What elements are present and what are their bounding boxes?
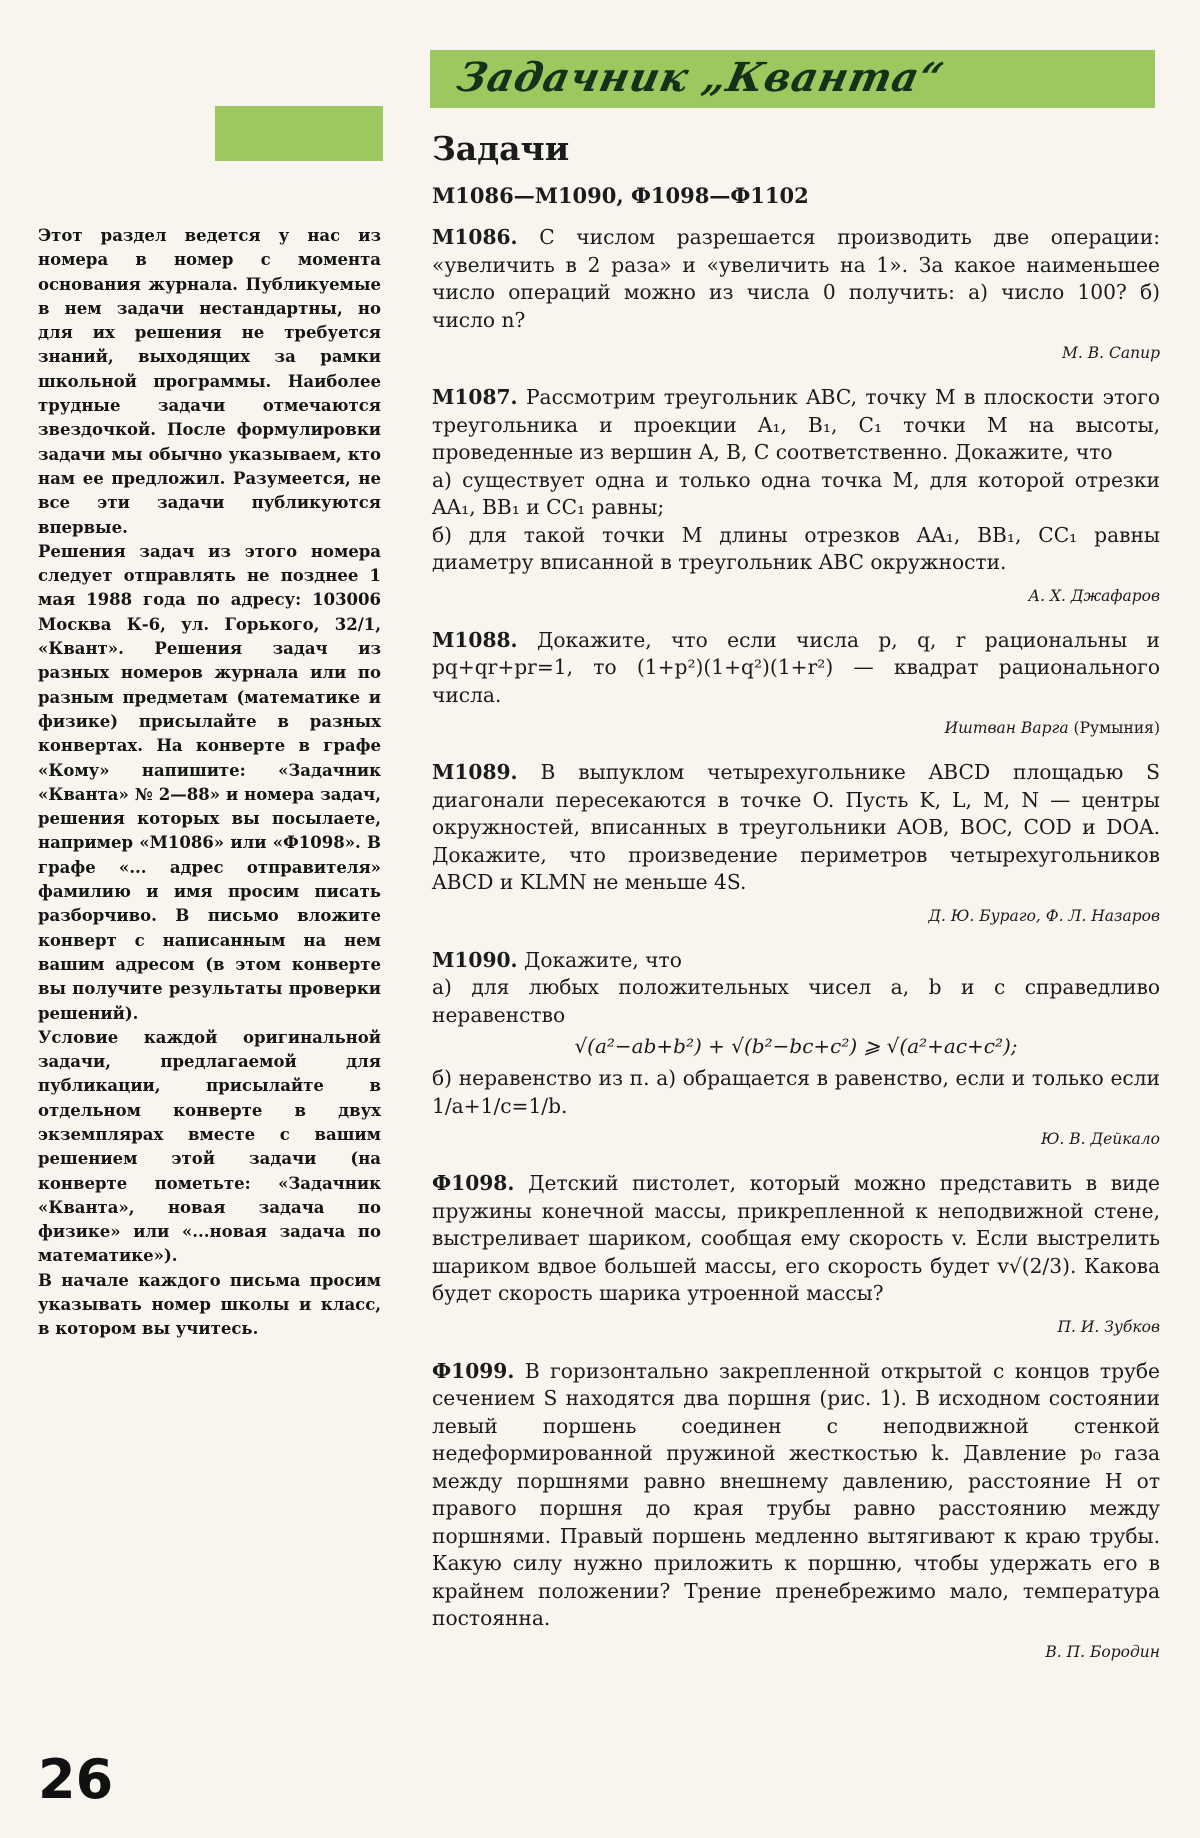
sidebar-paragraph: Решения задач из этого номера следует отправлять не позднее 1 мая 1988 года по адресу: 103006 Москва К-6, ул. Горького, 32/1, «Квант». Решения задач из разных номеров журнала или по разным предметам (математике и физике) присылайте в разных конвертах. На конверте в графе «Кому» напишите: «Задачник «Кванта» № 2—88» и номера задач, решения которых вы посылаете, например «М1086» или «Ф1098». В графе «... адрес отправителя» фамилию и имя просим писать разборчиво. В письмо вложите конверт с написанным на нем вашим адресом (в этом конверте вы получите результаты проверки решений). [38,541,381,1023]
problem-text: В выпуклом четырехугольнике ABCD площадью S диагонали пересекаются в точке O. Пусть K, L, M, N — центры окружностей, вписанных в треугольники AOB, BOC, COD и DOA. Докажите, что произведение периметров четырехугольников ABCD и KLMN не меньше 4S. [432,760,1160,894]
problem-number: М1090. [432,947,518,972]
problem-text: В горизонтально закрепленной открытой с концов трубе сечением S находятся два поршня (рис. 1). В исходном состоянии левый поршень соединен с неподвижной стенкой недеформированной пружиной жесткостью k. Давление p₀ газа между поршнями равно внешнему давлению, расстояние H от правого поршня до края трубы равно расстоянию между поршнями. Правый поршень медленно вытягивают к краю трубы. Какую силу нужно приложить к поршню, чтобы удержать его в крайнем положении? Трение пренебрежимо мало, температура постоянна. [432,1358,1161,1630]
problem-author: П. И. Зубков [1057,1317,1160,1336]
problem-text: а) существует одна и только одна точка M, для которой отрезки AA₁, BB₁ и CC₁ равны; [432,467,1160,519]
problem-author: В. П. Бородин [1045,1642,1160,1661]
banner-title: Задачник „Кванта“ [453,54,949,101]
problem-number: Ф1099. [432,1358,515,1383]
sidebar-paragraph: Условие каждой оригинальной задачи, предлагаемой для публикации, присылайте в отдельном конверте в двух экземплярах вместе с вашим решением этой задачи (на конверте пометьте: «Задачник «Кванта», новая задача по физике» или «...новая задача по математике»). [38,1027,381,1266]
problem-author: Д. Ю. Бураго, Ф. Л. Назаров [928,906,1160,925]
problem-f1099 [432,1358,1160,1663]
problem-number: М1088. [432,627,518,652]
problem-m1086 [432,224,1160,364]
problem-m1089 [432,759,1160,927]
problem-number: М1086. [432,225,518,249]
problem-number: М1089. [432,760,518,784]
problem-m1087 [432,384,1160,607]
sidebar-paragraph: В начале каждого письма просим указывать номер школы и класс, в котором вы учитесь. [38,1270,381,1339]
problem-text: Докажите, что [523,947,682,972]
problem-number: М1087. [432,385,518,409]
problem-text: Рассмотрим треугольник ABC, точку M в плоскости этого треугольника и проекции A₁, B₁, C₁ точки M на высоты, проведенные из вершин A, B, C соответственно. Докажите, что [432,385,1160,464]
problem-text: Докажите, что если числа p, q, r рациональны и pq+qr+pr=1, то (1+p²)(1+q²)(1+r²) — квадрат рационального числа. [432,627,1160,707]
problem-author: М. В. Сапир [1062,344,1160,362]
page-title: Задачи [432,129,570,168]
inequality-formula: √(a²−ab+b²) + √(b²−bc+c²) ⩾ √(a²+ac+c²); [574,1034,1018,1058]
problem-text: С числом разрешается производить две операции: «увеличить в 2 раза» и «увеличить на 1». За какое наименьшее число операций можно из числа 0 получить: а) число 100? б) число n? [432,225,1160,332]
section-banner [430,50,1155,108]
author-country: (Румыния) [1073,719,1160,737]
problem-author: А. Х. Джафаров [1028,586,1160,605]
problem-number: Ф1098. [432,1171,515,1195]
problem-m1090 [432,947,1160,1151]
problem-m1088 [432,627,1160,740]
problem-author: Ю. В. Дейкало [1040,1130,1160,1148]
decorative-green-block [215,106,383,161]
sidebar-info [38,224,381,1342]
problem-range: М1086—М1090, Ф1098—Ф1102 [432,183,809,208]
sidebar-paragraph: Этот раздел ведется у нас из номера в номер с момента основания журнала. Публикуемые в нем задачи нестандартны, но для их решения не требуется знаний, выходящих за рамки школьной программы. Наиболее трудные задачи отмечаются звездочкой. После формулировки задачи мы обычно указываем, кто нам ее предложил. Разумеется, не все эти задачи публикуются впервые. [38,226,381,537]
main-column [432,128,1160,1683]
page-number: 26 [38,1748,114,1811]
problem-author: Иштван Варга [944,719,1069,737]
problem-text: б) неравенство из п. а) обращается в равенство, если и только если 1/a+1/c=1/b. [432,1066,1160,1118]
problem-text: Детский пистолет, который можно представить в виде пружины конечной массы, прикрепленной к неподвижной стене, выстреливает шариком, сообщая ему скорость v. Если выстрелить шариком вдвое большей массы, его скорость будет v√(2/3). Какова будет скорость шарика утроенной массы? [432,1171,1160,1305]
problem-f1098 [432,1170,1160,1338]
problem-text: а) для любых положительных чисел a, b и c справедливо неравенство [432,975,1160,1027]
problem-text: б) для такой точки M длины отрезков AA₁, BB₁, CC₁ равны диаметру вписанной в треугольник ABC окружности. [432,522,1160,574]
